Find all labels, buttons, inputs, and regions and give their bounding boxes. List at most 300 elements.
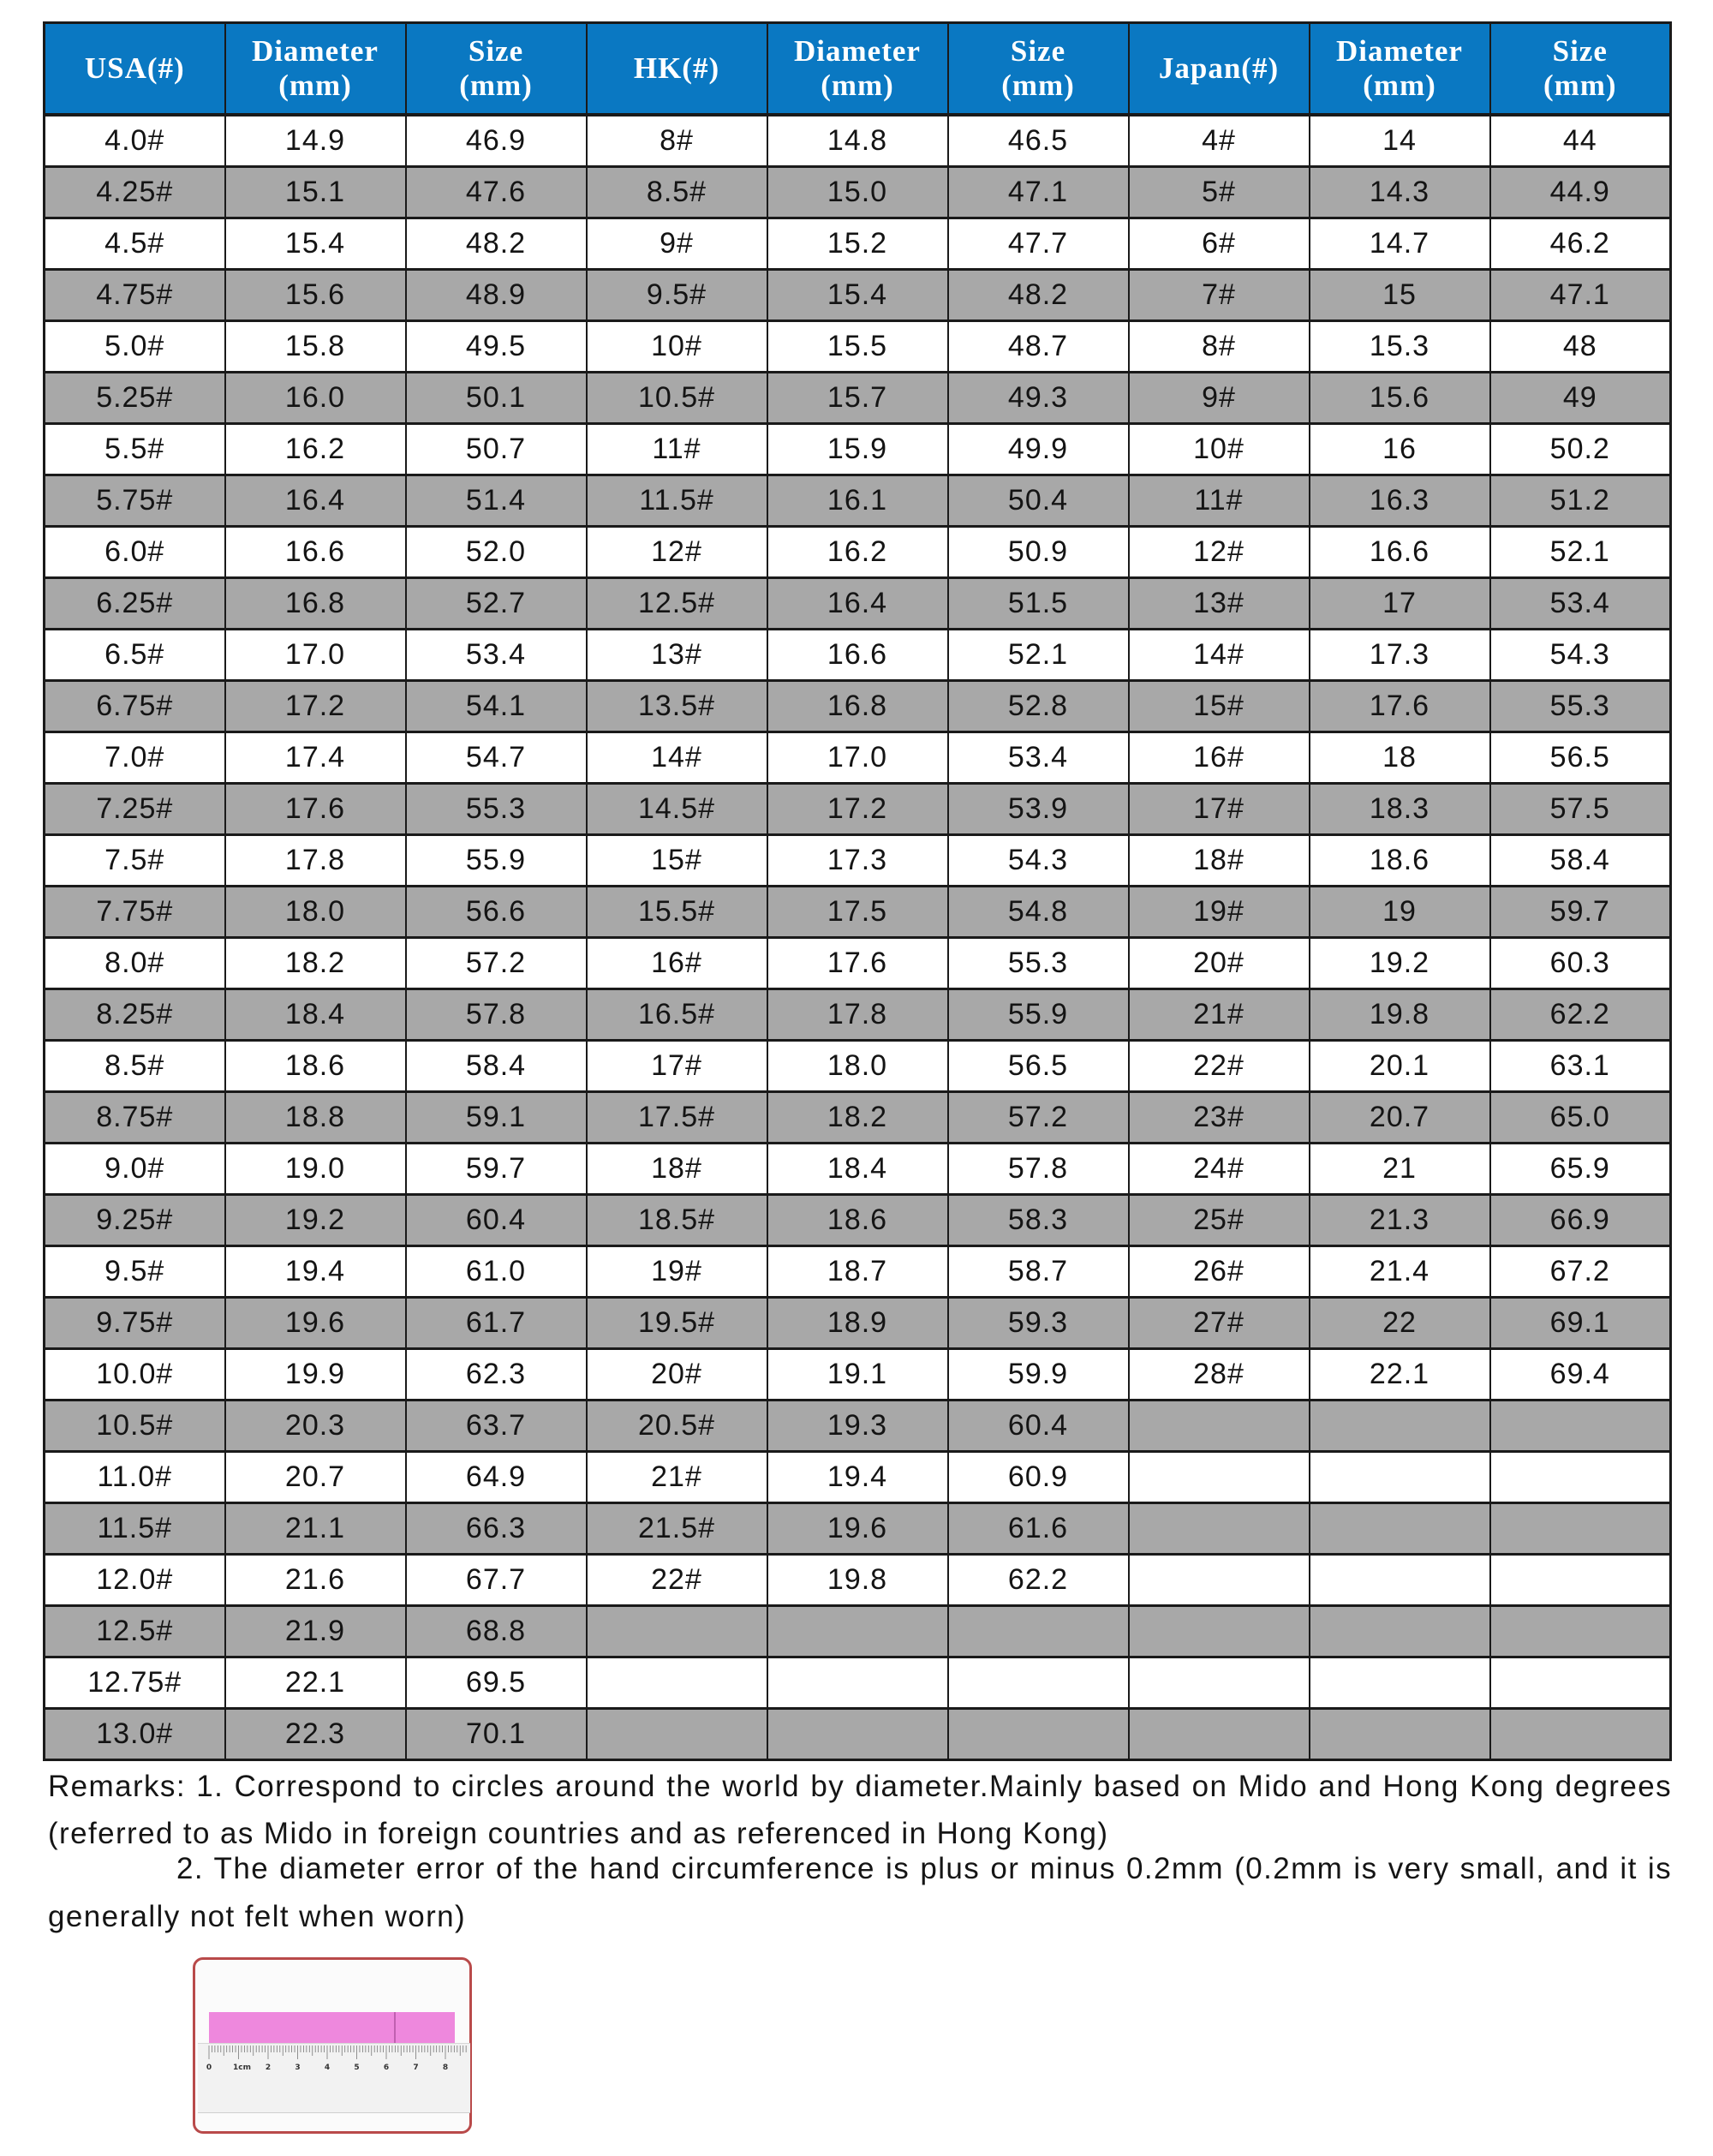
ruler-label: 0 bbox=[206, 2063, 212, 2072]
ruler-label: 5 bbox=[354, 2063, 360, 2072]
table-cell: 6# bbox=[1129, 218, 1310, 270]
table-cell: 54.3 bbox=[948, 835, 1129, 887]
table-cell: 22# bbox=[587, 1555, 767, 1606]
table-cell: 15 bbox=[1310, 270, 1490, 321]
table-row bbox=[45, 270, 1671, 321]
table-cell: 50.7 bbox=[406, 424, 587, 475]
table-cell bbox=[767, 1709, 948, 1760]
table-row bbox=[45, 1144, 1671, 1195]
table-row bbox=[45, 784, 1671, 835]
table-cell: 59.9 bbox=[948, 1349, 1129, 1401]
table-cell: 18 bbox=[1310, 732, 1490, 784]
table-cell: 15.4 bbox=[225, 218, 406, 270]
table-row bbox=[45, 1246, 1671, 1298]
table-cell: 8# bbox=[587, 115, 767, 167]
column-header-unit: (mm) bbox=[1001, 69, 1075, 102]
table-cell: 55.3 bbox=[406, 784, 587, 835]
column-header bbox=[45, 23, 225, 116]
table-cell: 67.7 bbox=[406, 1555, 587, 1606]
table-cell: 14.9 bbox=[225, 115, 406, 167]
table-cell: 65.9 bbox=[1490, 1144, 1671, 1195]
table-cell: 19# bbox=[587, 1246, 767, 1298]
ruler-label: 7 bbox=[413, 2063, 419, 2072]
ruler bbox=[198, 2043, 470, 2113]
table-cell: 56.6 bbox=[406, 887, 587, 938]
table-cell: 50.2 bbox=[1490, 424, 1671, 475]
table-cell: 14.7 bbox=[1310, 218, 1490, 270]
table-row bbox=[45, 835, 1671, 887]
table-cell: 18.7 bbox=[767, 1246, 948, 1298]
table-cell: 16.2 bbox=[225, 424, 406, 475]
column-header-title: Diameter bbox=[252, 34, 379, 68]
table-row bbox=[45, 1452, 1671, 1503]
table-cell: 55.9 bbox=[406, 835, 587, 887]
table-cell: 15.5 bbox=[767, 321, 948, 373]
table-cell: 56.5 bbox=[948, 1041, 1129, 1092]
table-cell: 6.25# bbox=[45, 578, 225, 630]
table-cell: 14# bbox=[587, 732, 767, 784]
table-cell: 48.7 bbox=[948, 321, 1129, 373]
table-cell bbox=[1129, 1503, 1310, 1555]
table-cell: 20.7 bbox=[225, 1452, 406, 1503]
table-cell: 13.0# bbox=[45, 1709, 225, 1760]
table-cell: 5.25# bbox=[45, 373, 225, 424]
table-cell: 18.2 bbox=[767, 1092, 948, 1144]
table-cell: 16.8 bbox=[225, 578, 406, 630]
table-row bbox=[45, 1195, 1671, 1246]
ruler-label: 1cm bbox=[233, 2063, 251, 2072]
table-cell bbox=[1310, 1606, 1490, 1657]
table-cell: 19.2 bbox=[1310, 938, 1490, 989]
table-cell: 20.1 bbox=[1310, 1041, 1490, 1092]
table-cell: 52.0 bbox=[406, 527, 587, 578]
table-cell: 54.3 bbox=[1490, 630, 1671, 681]
table-cell bbox=[767, 1606, 948, 1657]
table-cell: 18.0 bbox=[225, 887, 406, 938]
table-cell: 52.8 bbox=[948, 681, 1129, 732]
table-cell: 19.3 bbox=[767, 1401, 948, 1452]
table-cell: 16.6 bbox=[767, 630, 948, 681]
table-cell: 18.3 bbox=[1310, 784, 1490, 835]
column-header-title: Size bbox=[1552, 34, 1608, 68]
column-header bbox=[948, 23, 1129, 116]
table-cell: 17.6 bbox=[225, 784, 406, 835]
table-cell: 7.25# bbox=[45, 784, 225, 835]
table-cell: 9.0# bbox=[45, 1144, 225, 1195]
table-row bbox=[45, 887, 1671, 938]
table-cell: 54.7 bbox=[406, 732, 587, 784]
table-cell: 58.7 bbox=[948, 1246, 1129, 1298]
table-cell: 19.4 bbox=[225, 1246, 406, 1298]
table-cell: 15.9 bbox=[767, 424, 948, 475]
table-cell: 13# bbox=[1129, 578, 1310, 630]
table-cell: 57.8 bbox=[406, 989, 587, 1041]
table-cell: 59.7 bbox=[406, 1144, 587, 1195]
table-cell: 59.1 bbox=[406, 1092, 587, 1144]
table-cell: 69.1 bbox=[1490, 1298, 1671, 1349]
table-cell: 16.8 bbox=[767, 681, 948, 732]
table-cell: 57.8 bbox=[948, 1144, 1129, 1195]
table-cell: 28# bbox=[1129, 1349, 1310, 1401]
ring-size-table bbox=[43, 21, 1672, 1761]
table-cell bbox=[1310, 1503, 1490, 1555]
table-cell: 44 bbox=[1490, 115, 1671, 167]
table-cell: 15.7 bbox=[767, 373, 948, 424]
table-cell bbox=[1129, 1555, 1310, 1606]
table-cell: 13# bbox=[587, 630, 767, 681]
table-cell: 10.5# bbox=[587, 373, 767, 424]
table-cell bbox=[767, 1657, 948, 1709]
table-cell: 17.2 bbox=[767, 784, 948, 835]
table-cell: 21.6 bbox=[225, 1555, 406, 1606]
table-cell: 11# bbox=[587, 424, 767, 475]
table-cell: 52.1 bbox=[1490, 527, 1671, 578]
table-row bbox=[45, 1555, 1671, 1606]
table-cell: 18# bbox=[587, 1144, 767, 1195]
table-cell: 8.5# bbox=[45, 1041, 225, 1092]
table-cell: 54.8 bbox=[948, 887, 1129, 938]
table-cell: 15.6 bbox=[1310, 373, 1490, 424]
table-cell: 64.9 bbox=[406, 1452, 587, 1503]
table-cell: 15.2 bbox=[767, 218, 948, 270]
table-row bbox=[45, 321, 1671, 373]
table-cell: 50.4 bbox=[948, 475, 1129, 527]
column-header bbox=[1129, 23, 1310, 116]
table-row bbox=[45, 1298, 1671, 1349]
column-header bbox=[587, 23, 767, 116]
table-cell: 17.3 bbox=[1310, 630, 1490, 681]
table-cell: 44.9 bbox=[1490, 167, 1671, 218]
table-cell: 59.7 bbox=[1490, 887, 1671, 938]
table-row bbox=[45, 167, 1671, 218]
table-cell: 21.9 bbox=[225, 1606, 406, 1657]
table-cell: 52.7 bbox=[406, 578, 587, 630]
table-cell: 47.7 bbox=[948, 218, 1129, 270]
column-header bbox=[1310, 23, 1490, 116]
table-cell: 17.6 bbox=[767, 938, 948, 989]
table-cell: 16.4 bbox=[767, 578, 948, 630]
table-cell: 14 bbox=[1310, 115, 1490, 167]
table-cell bbox=[1310, 1555, 1490, 1606]
strip-overlap-mark bbox=[394, 2012, 396, 2043]
remark-line-2: (referred to as Mido in foreign countries and as referenced in Hong Kong) bbox=[48, 1817, 1109, 1850]
table-cell: 7.0# bbox=[45, 732, 225, 784]
ruler-illustration bbox=[193, 1957, 472, 2134]
table-cell bbox=[1129, 1657, 1310, 1709]
table-cell: 12.5# bbox=[587, 578, 767, 630]
column-header-title: Diameter bbox=[794, 34, 921, 68]
table-cell: 20# bbox=[1129, 938, 1310, 989]
table-cell: 62.3 bbox=[406, 1349, 587, 1401]
table-cell: 60.4 bbox=[406, 1195, 587, 1246]
table-cell: 17.0 bbox=[767, 732, 948, 784]
table-cell: 19.8 bbox=[1310, 989, 1490, 1041]
table-cell: 47.6 bbox=[406, 167, 587, 218]
ruler-label: 8 bbox=[442, 2063, 449, 2072]
table-cell: 15.5# bbox=[587, 887, 767, 938]
table-header-row bbox=[45, 23, 1671, 116]
table-row bbox=[45, 1657, 1671, 1709]
table-cell: 20.5# bbox=[587, 1401, 767, 1452]
table-cell: 69.5 bbox=[406, 1657, 587, 1709]
table-cell: 15.3 bbox=[1310, 321, 1490, 373]
table-cell: 12.75# bbox=[45, 1657, 225, 1709]
table-cell: 7# bbox=[1129, 270, 1310, 321]
table-cell: 48.2 bbox=[406, 218, 587, 270]
table-cell: 57.2 bbox=[406, 938, 587, 989]
table-cell: 48.9 bbox=[406, 270, 587, 321]
table-cell bbox=[1129, 1606, 1310, 1657]
table-cell: 69.4 bbox=[1490, 1349, 1671, 1401]
table-cell: 19.8 bbox=[767, 1555, 948, 1606]
table-cell: 22 bbox=[1310, 1298, 1490, 1349]
column-header-unit: (mm) bbox=[1543, 69, 1617, 102]
table-cell: 58.4 bbox=[1490, 835, 1671, 887]
table-cell: 18.4 bbox=[767, 1144, 948, 1195]
table-cell: 14# bbox=[1129, 630, 1310, 681]
table-cell: 62.2 bbox=[1490, 989, 1671, 1041]
table-cell: 14.3 bbox=[1310, 167, 1490, 218]
table-cell bbox=[948, 1606, 1129, 1657]
table-cell: 55.9 bbox=[948, 989, 1129, 1041]
table-cell: 21# bbox=[1129, 989, 1310, 1041]
table-cell bbox=[1490, 1709, 1671, 1760]
table-cell: 15# bbox=[587, 835, 767, 887]
table-cell: 16.4 bbox=[225, 475, 406, 527]
column-header-title: HK(#) bbox=[633, 51, 720, 85]
table-cell bbox=[587, 1657, 767, 1709]
table-cell: 17.0 bbox=[225, 630, 406, 681]
table-cell: 68.8 bbox=[406, 1606, 587, 1657]
table-row bbox=[45, 115, 1671, 167]
ruler-label: 4 bbox=[324, 2063, 331, 2072]
table-cell: 66.9 bbox=[1490, 1195, 1671, 1246]
table-row bbox=[45, 1709, 1671, 1760]
table-row bbox=[45, 218, 1671, 270]
table-cell: 16# bbox=[1129, 732, 1310, 784]
table-cell bbox=[1490, 1401, 1671, 1452]
table-cell: 11# bbox=[1129, 475, 1310, 527]
table-cell: 12# bbox=[587, 527, 767, 578]
table-row bbox=[45, 475, 1671, 527]
table-cell: 15.1 bbox=[225, 167, 406, 218]
table-cell: 46.9 bbox=[406, 115, 587, 167]
table-cell: 17.8 bbox=[767, 989, 948, 1041]
remark-line-4: generally not felt when worn) bbox=[48, 1900, 467, 1933]
table-row bbox=[45, 732, 1671, 784]
table-cell: 14.5# bbox=[587, 784, 767, 835]
table-cell: 57.5 bbox=[1490, 784, 1671, 835]
measuring-strip bbox=[209, 2012, 455, 2043]
table-row bbox=[45, 1606, 1671, 1657]
table-cell: 62.2 bbox=[948, 1555, 1129, 1606]
table-cell: 49 bbox=[1490, 373, 1671, 424]
table-cell: 63.1 bbox=[1490, 1041, 1671, 1092]
column-header-unit: (mm) bbox=[821, 69, 894, 102]
table-cell: 17 bbox=[1310, 578, 1490, 630]
table-cell: 61.0 bbox=[406, 1246, 587, 1298]
table-cell: 65.0 bbox=[1490, 1092, 1671, 1144]
table-cell: 22.3 bbox=[225, 1709, 406, 1760]
column-header bbox=[406, 23, 587, 116]
table-cell bbox=[948, 1657, 1129, 1709]
column-header bbox=[767, 23, 948, 116]
table-cell: 58.4 bbox=[406, 1041, 587, 1092]
table-cell: 17# bbox=[587, 1041, 767, 1092]
table-cell: 53.4 bbox=[406, 630, 587, 681]
table-cell: 9.75# bbox=[45, 1298, 225, 1349]
table-cell: 12.0# bbox=[45, 1555, 225, 1606]
table-cell bbox=[1310, 1401, 1490, 1452]
table-cell: 10.0# bbox=[45, 1349, 225, 1401]
table-cell: 50.1 bbox=[406, 373, 587, 424]
table-cell: 10.5# bbox=[45, 1401, 225, 1452]
table-cell: 15.0 bbox=[767, 167, 948, 218]
table-cell: 8.5# bbox=[587, 167, 767, 218]
table-cell: 16# bbox=[587, 938, 767, 989]
table-cell: 7.75# bbox=[45, 887, 225, 938]
table-cell: 21.1 bbox=[225, 1503, 406, 1555]
column-header bbox=[1490, 23, 1671, 116]
table-cell: 19 bbox=[1310, 887, 1490, 938]
table-cell: 6.0# bbox=[45, 527, 225, 578]
table-cell: 60.3 bbox=[1490, 938, 1671, 989]
table-cell: 5.75# bbox=[45, 475, 225, 527]
table-cell: 11.5# bbox=[587, 475, 767, 527]
ruler-scale bbox=[198, 2044, 470, 2112]
table-cell: 12# bbox=[1129, 527, 1310, 578]
table-cell: 22# bbox=[1129, 1041, 1310, 1092]
table-cell: 15.8 bbox=[225, 321, 406, 373]
table-cell: 18.9 bbox=[767, 1298, 948, 1349]
table-cell: 15.6 bbox=[225, 270, 406, 321]
table-cell: 9.5# bbox=[587, 270, 767, 321]
remark-line-3 bbox=[48, 1852, 1672, 1886]
table-cell: 9.25# bbox=[45, 1195, 225, 1246]
table-cell bbox=[1490, 1452, 1671, 1503]
table-cell: 26# bbox=[1129, 1246, 1310, 1298]
table-cell bbox=[1310, 1657, 1490, 1709]
table-cell: 19.9 bbox=[225, 1349, 406, 1401]
table-cell: 27# bbox=[1129, 1298, 1310, 1349]
table-cell: 67.2 bbox=[1490, 1246, 1671, 1298]
table-cell: 17.5 bbox=[767, 887, 948, 938]
table-cell: 16.6 bbox=[225, 527, 406, 578]
table-cell: 8.75# bbox=[45, 1092, 225, 1144]
table-cell: 15.4 bbox=[767, 270, 948, 321]
table-cell: 47.1 bbox=[1490, 270, 1671, 321]
table-cell: 21.3 bbox=[1310, 1195, 1490, 1246]
table-cell bbox=[1129, 1401, 1310, 1452]
table-cell: 18.5# bbox=[587, 1195, 767, 1246]
table-row bbox=[45, 989, 1671, 1041]
table-cell: 4.5# bbox=[45, 218, 225, 270]
table-cell: 16.2 bbox=[767, 527, 948, 578]
table-cell: 16.0 bbox=[225, 373, 406, 424]
table-cell: 17.2 bbox=[225, 681, 406, 732]
table-row bbox=[45, 1092, 1671, 1144]
table-cell: 49.3 bbox=[948, 373, 1129, 424]
table-cell: 18.8 bbox=[225, 1092, 406, 1144]
table-cell: 17.8 bbox=[225, 835, 406, 887]
table-cell: 48 bbox=[1490, 321, 1671, 373]
table-cell: 18.2 bbox=[225, 938, 406, 989]
table-cell: 17# bbox=[1129, 784, 1310, 835]
table-cell: 48.2 bbox=[948, 270, 1129, 321]
table-cell bbox=[587, 1606, 767, 1657]
table-row bbox=[45, 527, 1671, 578]
ruler-label: 3 bbox=[295, 2063, 301, 2072]
table-cell: 4.25# bbox=[45, 167, 225, 218]
table-cell: 21.5# bbox=[587, 1503, 767, 1555]
column-header-unit: (mm) bbox=[278, 69, 352, 102]
table-cell: 19.4 bbox=[767, 1452, 948, 1503]
table-cell: 4.75# bbox=[45, 270, 225, 321]
column-header-title: Size bbox=[468, 34, 524, 68]
column-header-title: USA(#) bbox=[84, 51, 185, 85]
table-cell: 8.25# bbox=[45, 989, 225, 1041]
table-cell: 16.3 bbox=[1310, 475, 1490, 527]
table-cell: 16.5# bbox=[587, 989, 767, 1041]
table-cell bbox=[1490, 1503, 1671, 1555]
table-cell: 46.5 bbox=[948, 115, 1129, 167]
table-cell: 9# bbox=[1129, 373, 1310, 424]
table-row bbox=[45, 373, 1671, 424]
table-cell: 13.5# bbox=[587, 681, 767, 732]
table-cell: 20# bbox=[587, 1349, 767, 1401]
table-cell: 17.3 bbox=[767, 835, 948, 887]
table-cell: 15# bbox=[1129, 681, 1310, 732]
table-cell bbox=[1310, 1709, 1490, 1760]
table-cell: 22.1 bbox=[225, 1657, 406, 1709]
table-cell: 57.2 bbox=[948, 1092, 1129, 1144]
table-cell: 63.7 bbox=[406, 1401, 587, 1452]
table-cell: 9.5# bbox=[45, 1246, 225, 1298]
table-row bbox=[45, 1401, 1671, 1452]
table-cell: 19.2 bbox=[225, 1195, 406, 1246]
table-cell: 12.5# bbox=[45, 1606, 225, 1657]
table-cell: 61.6 bbox=[948, 1503, 1129, 1555]
table-cell: 20.7 bbox=[1310, 1092, 1490, 1144]
table-cell: 56.5 bbox=[1490, 732, 1671, 784]
ruler-label: 2 bbox=[265, 2063, 272, 2072]
table-cell: 23# bbox=[1129, 1092, 1310, 1144]
table-cell: 46.2 bbox=[1490, 218, 1671, 270]
table-row bbox=[45, 938, 1671, 989]
table-row bbox=[45, 630, 1671, 681]
table-cell: 18.0 bbox=[767, 1041, 948, 1092]
table-cell: 19# bbox=[1129, 887, 1310, 938]
table-cell bbox=[1310, 1452, 1490, 1503]
table-cell: 53.9 bbox=[948, 784, 1129, 835]
table-cell: 51.5 bbox=[948, 578, 1129, 630]
table-cell: 18.6 bbox=[767, 1195, 948, 1246]
table-cell: 18.4 bbox=[225, 989, 406, 1041]
table-cell: 21.4 bbox=[1310, 1246, 1490, 1298]
table-cell: 19.0 bbox=[225, 1144, 406, 1195]
table-cell bbox=[1129, 1452, 1310, 1503]
table-cell: 10# bbox=[587, 321, 767, 373]
table-cell bbox=[1490, 1555, 1671, 1606]
table-cell: 16 bbox=[1310, 424, 1490, 475]
table-cell: 9# bbox=[587, 218, 767, 270]
table-cell: 16.6 bbox=[1310, 527, 1490, 578]
column-header bbox=[225, 23, 406, 116]
table-cell bbox=[1490, 1606, 1671, 1657]
table-cell: 21# bbox=[587, 1452, 767, 1503]
table-cell bbox=[948, 1709, 1129, 1760]
table-cell: 53.4 bbox=[948, 732, 1129, 784]
